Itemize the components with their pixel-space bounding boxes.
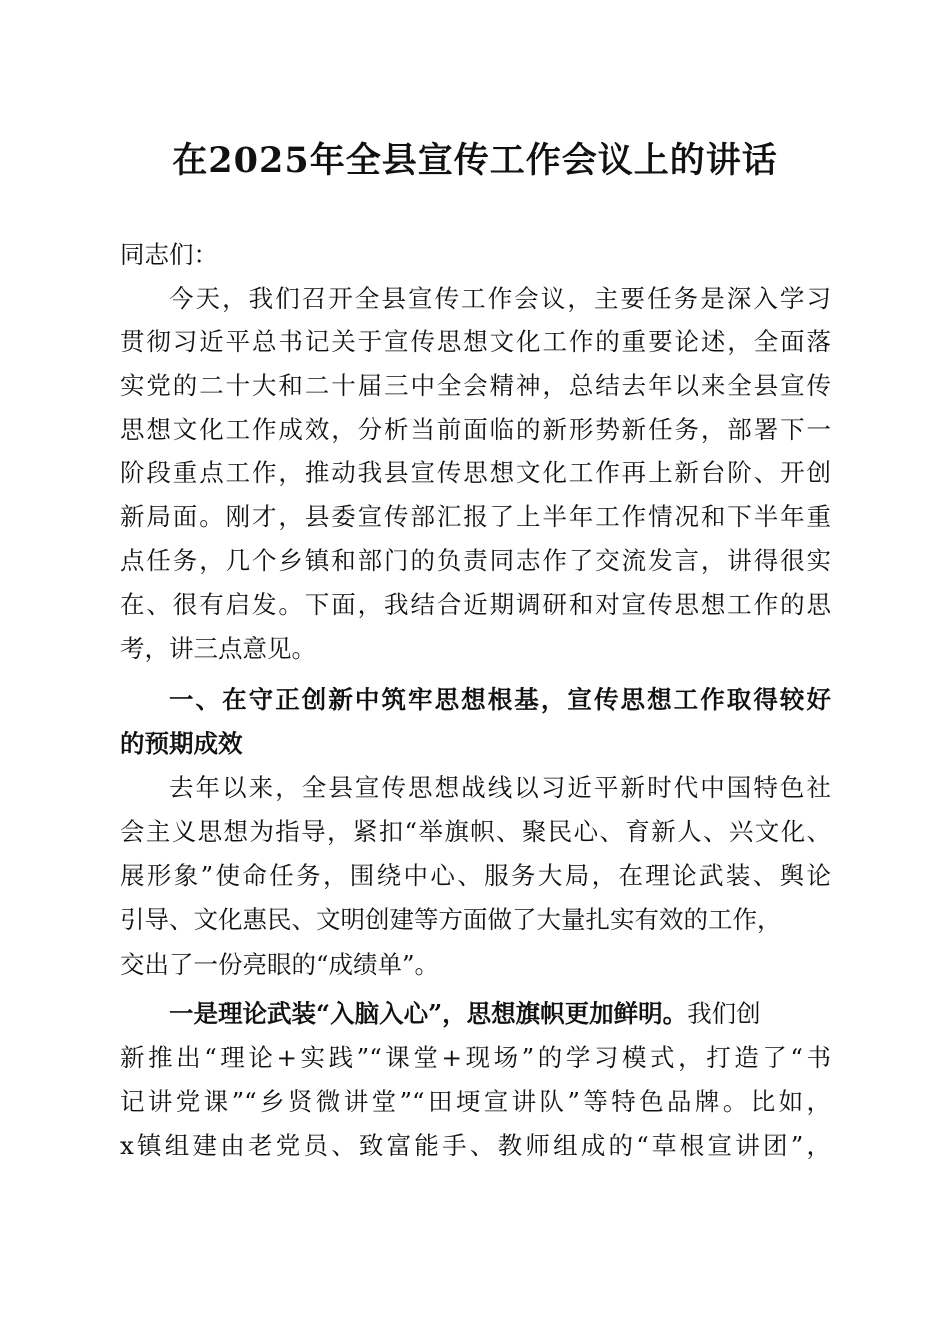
paragraph-line: 新局面。刚才，县委宣传部汇报了上半年工作情况和下半年重 xyxy=(120,502,831,531)
paragraph-line: 今天，我们召开全县宣传工作会议，主要任务是深入学习 xyxy=(169,284,831,313)
paragraph-line: 点任务，几个乡镇和部门的负责同志作了交流发言，讲得很实 xyxy=(120,546,831,575)
paragraph-line: 阶段重点工作，推动我县宣传思想文化工作再上新台阶、开创 xyxy=(120,458,831,487)
paragraph-line: 实党的二十大和二十届三中全会精神，总结去年以来全县宣传 xyxy=(120,371,831,400)
paragraph-line: 考，讲三点意见。 xyxy=(120,634,316,663)
section-heading: 一、在守正创新中筑牢思想根基，宣传思想工作取得较好 xyxy=(169,685,831,714)
paragraph-line: 会主义思想为指导，紧扣“举旗帜、聚民心、育新人、兴文化、 xyxy=(120,817,831,846)
paragraph-line: 贯彻习近平总书记关于宣传思想文化工作的重要论述，全面落 xyxy=(120,327,831,356)
paragraph-line xyxy=(169,997,831,1031)
paragraph-line: 去年以来，全县宣传思想战线以习近平新时代中国特色社 xyxy=(169,773,831,802)
paragraph-line: 引导、文化惠民、文明创建等方面做了大量扎实有效的工作， xyxy=(120,905,782,934)
paragraph-line: 记讲党课”“乡贤微讲堂”“田埂宣讲队”等特色品牌。比如， xyxy=(120,1087,831,1116)
paragraph-text: 我们创 xyxy=(687,999,761,1028)
paragraph-line: 在、很有启发。下面，我结合近期调研和对宣传思想工作的思 xyxy=(120,590,831,619)
paragraph-line: 交出了一份亮眼的“成绩单”。 xyxy=(120,950,440,979)
section-heading: 的预期成效 xyxy=(120,729,243,758)
document-title: 在2025年全县宣传工作会议上的讲话 xyxy=(172,140,778,181)
salutation: 同志们： xyxy=(120,240,218,269)
paragraph-line: 思想文化工作成效，分析当前面临的新形势新任务，部署下一 xyxy=(120,415,831,444)
paragraph-line: x镇组建由老党员、致富能手、教师组成的“草根宣讲团”， xyxy=(120,1131,831,1160)
paragraph-line: 新推出“理论+实践”“课堂+现场”的学习模式，打造了“书 xyxy=(120,1043,831,1072)
paragraph-line: 展形象”使命任务，围绕中心、服务大局，在理论武装、舆论 xyxy=(120,861,831,890)
emphasis-lead: 一是理论武装“入脑入心”，思想旗帜更加鲜明。 xyxy=(169,999,688,1028)
